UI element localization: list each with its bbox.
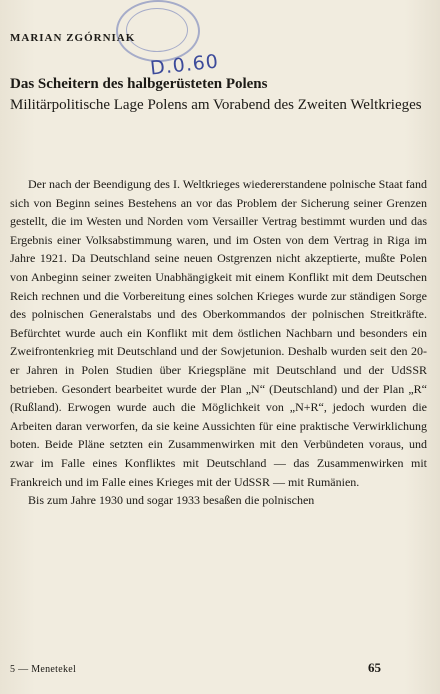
body-paragraph: Bis zum Jahre 1930 und sogar 1933 besaßen die polnischen: [28, 493, 315, 508]
author-name: MARIAN ZGÓRNIAK: [10, 32, 136, 44]
article-subtitle: Militärpolitische Lage Polens am Vorabend des Zweiten Weltkrieges: [10, 97, 422, 113]
page-number: 65: [368, 660, 381, 675]
article-title: Das Scheitern des halbgerüsteten Polens: [10, 76, 268, 92]
article-body: [10, 175, 427, 510]
handwritten-shelf-mark: D.0.60: [149, 50, 220, 80]
library-stamp-inner-ring: [126, 8, 188, 52]
printer-signature: 5 — Menetekel: [10, 664, 77, 675]
body-paragraph: Der nach der Beendigung des I. Weltkrieges wiedererstandene polnische Staat fand sich von Beginn seines Bestehens an vor das Problem der Sicherung seiner Grenzen gestellt, die im Westen und Norden vom Versailler Vertrag bestimmt wurden und das Ergebnis einer Volksabstimmung waren, und im Osten von dem Vertrag in Riga im Jahre 1921. Da Deutschland seine neuen Ostgrenzen nicht akzeptierte, mußte Polen von Anbeginn seiner zweiten Unabhängigkeit mit einem Konflikt mit dem Deutschen Reich rechnen und die Vorbereitung eines solchen Krieges wurde zur ständigen Sorge des polnischen Generalstabs und des Oberkommandos der polnischen Streitkräfte. Befürchtet wurde auch ein Konflikt mit dem östlichen Nachbarn und besonders ein Zweifrontenkrieg mit Deutschland und der Sowjetunion. Deshalb wurden seit den 20-er Jahren in Polen Studien über Kriegspläne mit Deutschland und der UdSSR betrieben. Gesondert bearbeitet wurde der Plan „N“ (Deutschland) und der Plan „R“ (Rußland). Erwogen wurde auch die Möglichkeit von „N+R“, jedoch wurden die Arbeiten daran verworfen, da sie keine Aussichten für eine praktische Verwirklichung boten. Beide Pläne setzten ein Zusammenwirken mit den Verbündeten voraus, und zwar im Falle eines Konfliktes mit Deutschland — das Zusammenwirken mit Frankreich und im Falle eines Krieges mit der UdSSR — mit Rumänien.: [10, 177, 427, 489]
